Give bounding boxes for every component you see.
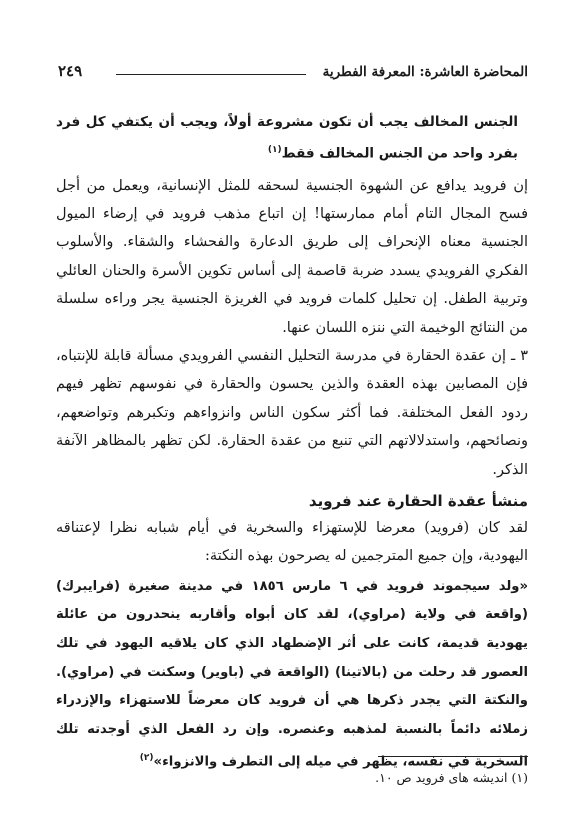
running-header bbox=[58, 62, 528, 86]
quote-continuation bbox=[56, 108, 528, 168]
paragraph-freud-youth: لقد كان (فرويد) معرضا للإستهزاء والسخرية في أيام شبابه نظرا لإعتناقه اليهودية، وإن جميع المترجمين له يصرحون بهذه النكتة: bbox=[56, 519, 528, 565]
page-number: ٢٤٩ bbox=[58, 62, 83, 80]
footnote-ref: (١) bbox=[267, 145, 282, 155]
quote-text: «ولد سيجموند فرويد في ٦ مارس ١٨٥٦ في مدينة صغيرة (فرايبرك) (واقعة في ولاية (مراوي)، لقد كان أبواه وأقاربه ينحدرون من عائلة يهودية قديمة، كانت على أثر الإضطهاد الذي كان يلاقيه اليهود في تلك العصور قد رحلت من (بالاتينا) (الواقعة في (باوير) وسكنت في (مراوي). والنكتة التي يجدر ذكرها هي أن فرويد كان معرضاً للاستهزاء والإزدراء زملائه دائماً بالنسبة لمذهبه وعنصره. وإن رد الفعل الذي أوجدته تلك السخرية في نفسه، يظهر في ميله إلى التطرف والانزواء» bbox=[56, 578, 528, 770]
header-title: المحاضرة العاشرة: المعرفة الفطرية bbox=[322, 64, 528, 80]
block-quote-biography bbox=[56, 573, 528, 778]
footnote-ref: (٢) bbox=[139, 753, 154, 764]
footnote: (١) انديشه هاى فرويد ص ١٠. bbox=[375, 770, 528, 785]
quote-text: الجنس المخالف يجب أن تكون مشروعة أولاً، ويجب أن يكتفي كل فرد بفرد واحد من الجنس المخالف فقط bbox=[56, 114, 518, 162]
footnote-rule bbox=[378, 756, 528, 757]
page-body bbox=[56, 108, 528, 777]
paragraph-inferiority-complex: ٣ ـ إن عقدة الحقارة في مدرسة التحليل النفسي الفرويدي مسألة قابلة للإنتباه، فإن المصابين بهذه العقدة والذين يحسون والحقارة في نفوسهم تظهر فيهم ردود الفعل المختلفة. فما أكثر سكون الناس وانزواءهم وتكبرهم وتواضعهم، ونصائحهم، واستدلالاتهم التي تنبع من عقدة الحقارة. لكن تظهر بالمظاهر الآنفة الذكر. bbox=[56, 347, 528, 478]
section-heading: منشأ عقدة الحقارة عند فرويد bbox=[308, 491, 528, 510]
header-rule bbox=[116, 74, 306, 75]
paragraph-freud-sexuality: إن فرويد يدافع عن الشهوة الجنسية لسحقه للمثل الإنسانية، ويعمل من أجل فسح المجال التام أمام ممارستها! إن اتباع مذهب فرويد في إرضاء الميول الجنسية معناه الإنحراف إلى طريق الدعارة والفحشاء والشقاء. والأسلوب الفكري الفرويدي يسدد ضربة قاصمة إلى أساس تكوين الأسرة والحنان العائلي وتربية الطفل. إن تحليل كلمات فرويد في الغريزة الجنسية يجر وراءه سلسلة من النتائج الوخيمة التي ننزه اللسان عنها. bbox=[56, 177, 528, 336]
